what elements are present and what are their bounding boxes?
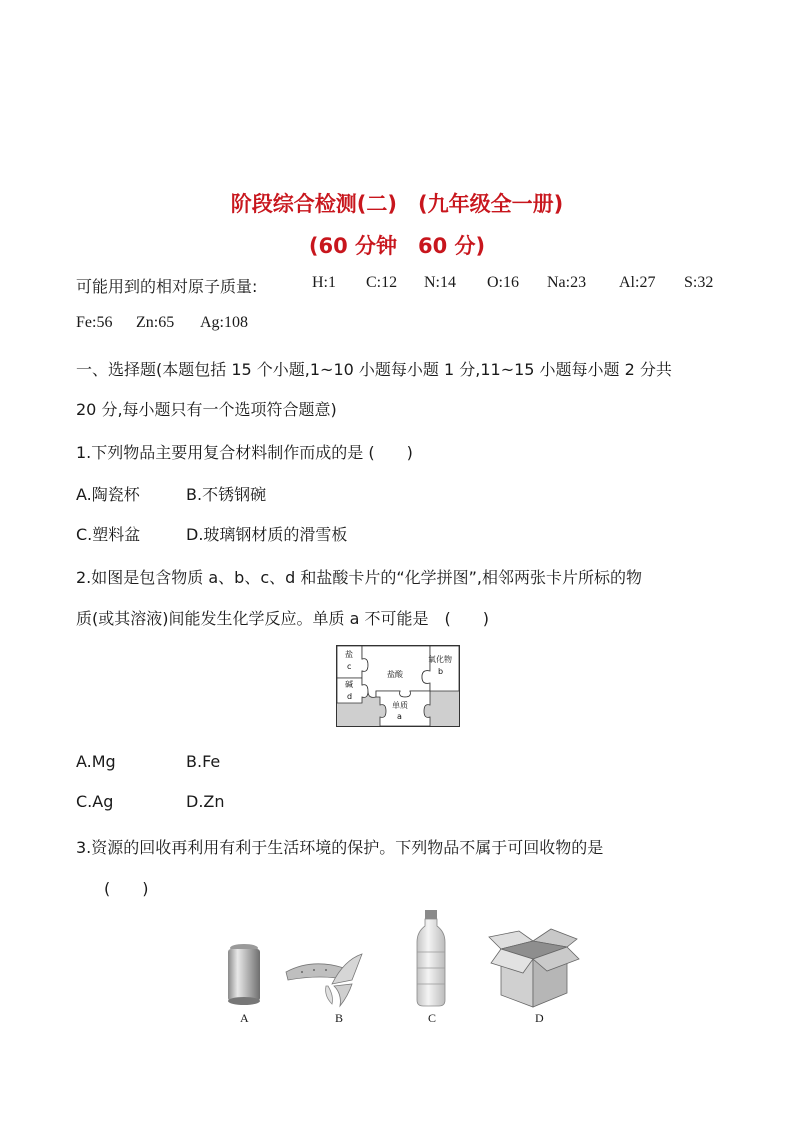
- question-2-stem-line1: 2.如图是包含物质 a、b、c、d 和盐酸卡片的“化学拼图”,相邻两张卡片所标的物: [76, 568, 643, 587]
- question-3-answer-blank: ( ): [104, 879, 149, 898]
- atomic-mass-item: Fe:56: [76, 314, 113, 331]
- question-2-option-c[interactable]: C.Ag: [76, 792, 114, 811]
- question-1-option-d[interactable]: D.玻璃钢材质的滑雪板: [186, 525, 348, 544]
- puzzle-label-acid: 盐酸: [387, 670, 403, 679]
- atomic-mass-item: N:14: [424, 274, 456, 291]
- question-1-option-a[interactable]: A.陶瓷杯: [76, 485, 140, 504]
- page-title: 阶段综合检测(二) (九年级全一册): [230, 192, 564, 216]
- question-3-stem: 3.资源的回收再利用有利于生活环境的保护。下列物品不属于可回收物的是: [76, 838, 604, 857]
- question-2-option-b[interactable]: B.Fe: [186, 752, 221, 771]
- page-subtitle: (60 分钟 60 分): [308, 234, 486, 258]
- image-caption-b: B: [335, 1011, 344, 1025]
- question-1-stem: 1.下列物品主要用复合材料制作而成的是 ( ): [76, 443, 413, 462]
- image-caption-a: A: [240, 1011, 249, 1025]
- question-1-option-c[interactable]: C.塑料盆: [76, 525, 141, 544]
- puzzle-letter-a: a: [397, 712, 402, 721]
- puzzle-label-element: 单质: [392, 701, 408, 710]
- atomic-mass-item: C:12: [366, 274, 398, 291]
- section-heading-line1: 一、选择题(本题包括 15 个小题,1~10 小题每小题 1 分,11~15 小题每小题 2 分共: [76, 360, 672, 379]
- section-heading-line2: 20 分,每小题只有一个选项符合题意): [76, 400, 337, 419]
- image-caption-c: C: [428, 1011, 437, 1025]
- banana-peel-icon: [282, 950, 368, 1008]
- chemistry-puzzle-figure: [336, 645, 460, 727]
- puzzle-label-base: 碱: [345, 680, 353, 689]
- atomic-mass-item: Na:23: [547, 274, 587, 291]
- question-1-option-b[interactable]: B.不锈钢碗: [186, 485, 267, 504]
- puzzle-label-salt: 盐: [345, 650, 353, 659]
- atomic-mass-item: O:16: [487, 274, 519, 291]
- can-icon: [226, 943, 262, 1006]
- atomic-mass-intro: 可能用到的相对原子质量:: [76, 277, 258, 296]
- puzzle-letter-b: b: [438, 667, 444, 676]
- atomic-mass-item: Zn:65: [136, 314, 175, 331]
- question-2-option-d[interactable]: D.Zn: [186, 792, 225, 811]
- cardboard-box-icon: [487, 927, 581, 1009]
- atomic-mass-item: Ag:108: [200, 314, 248, 331]
- question-2-stem-line2: 质(或其溶液)间能发生化学反应。单质 a 不可能是 ( ): [76, 609, 489, 628]
- puzzle-label-oxide: 氧化物: [428, 655, 452, 664]
- puzzle-letter-d: d: [347, 692, 353, 701]
- atomic-mass-item: S:32: [684, 274, 714, 291]
- atomic-mass-item: H:1: [312, 274, 336, 291]
- plastic-bottle-icon: [414, 908, 448, 1008]
- image-caption-d: D: [535, 1011, 544, 1025]
- puzzle-letter-c: c: [347, 662, 352, 671]
- question-2-option-a[interactable]: A.Mg: [76, 752, 116, 771]
- atomic-mass-item: Al:27: [619, 274, 656, 291]
